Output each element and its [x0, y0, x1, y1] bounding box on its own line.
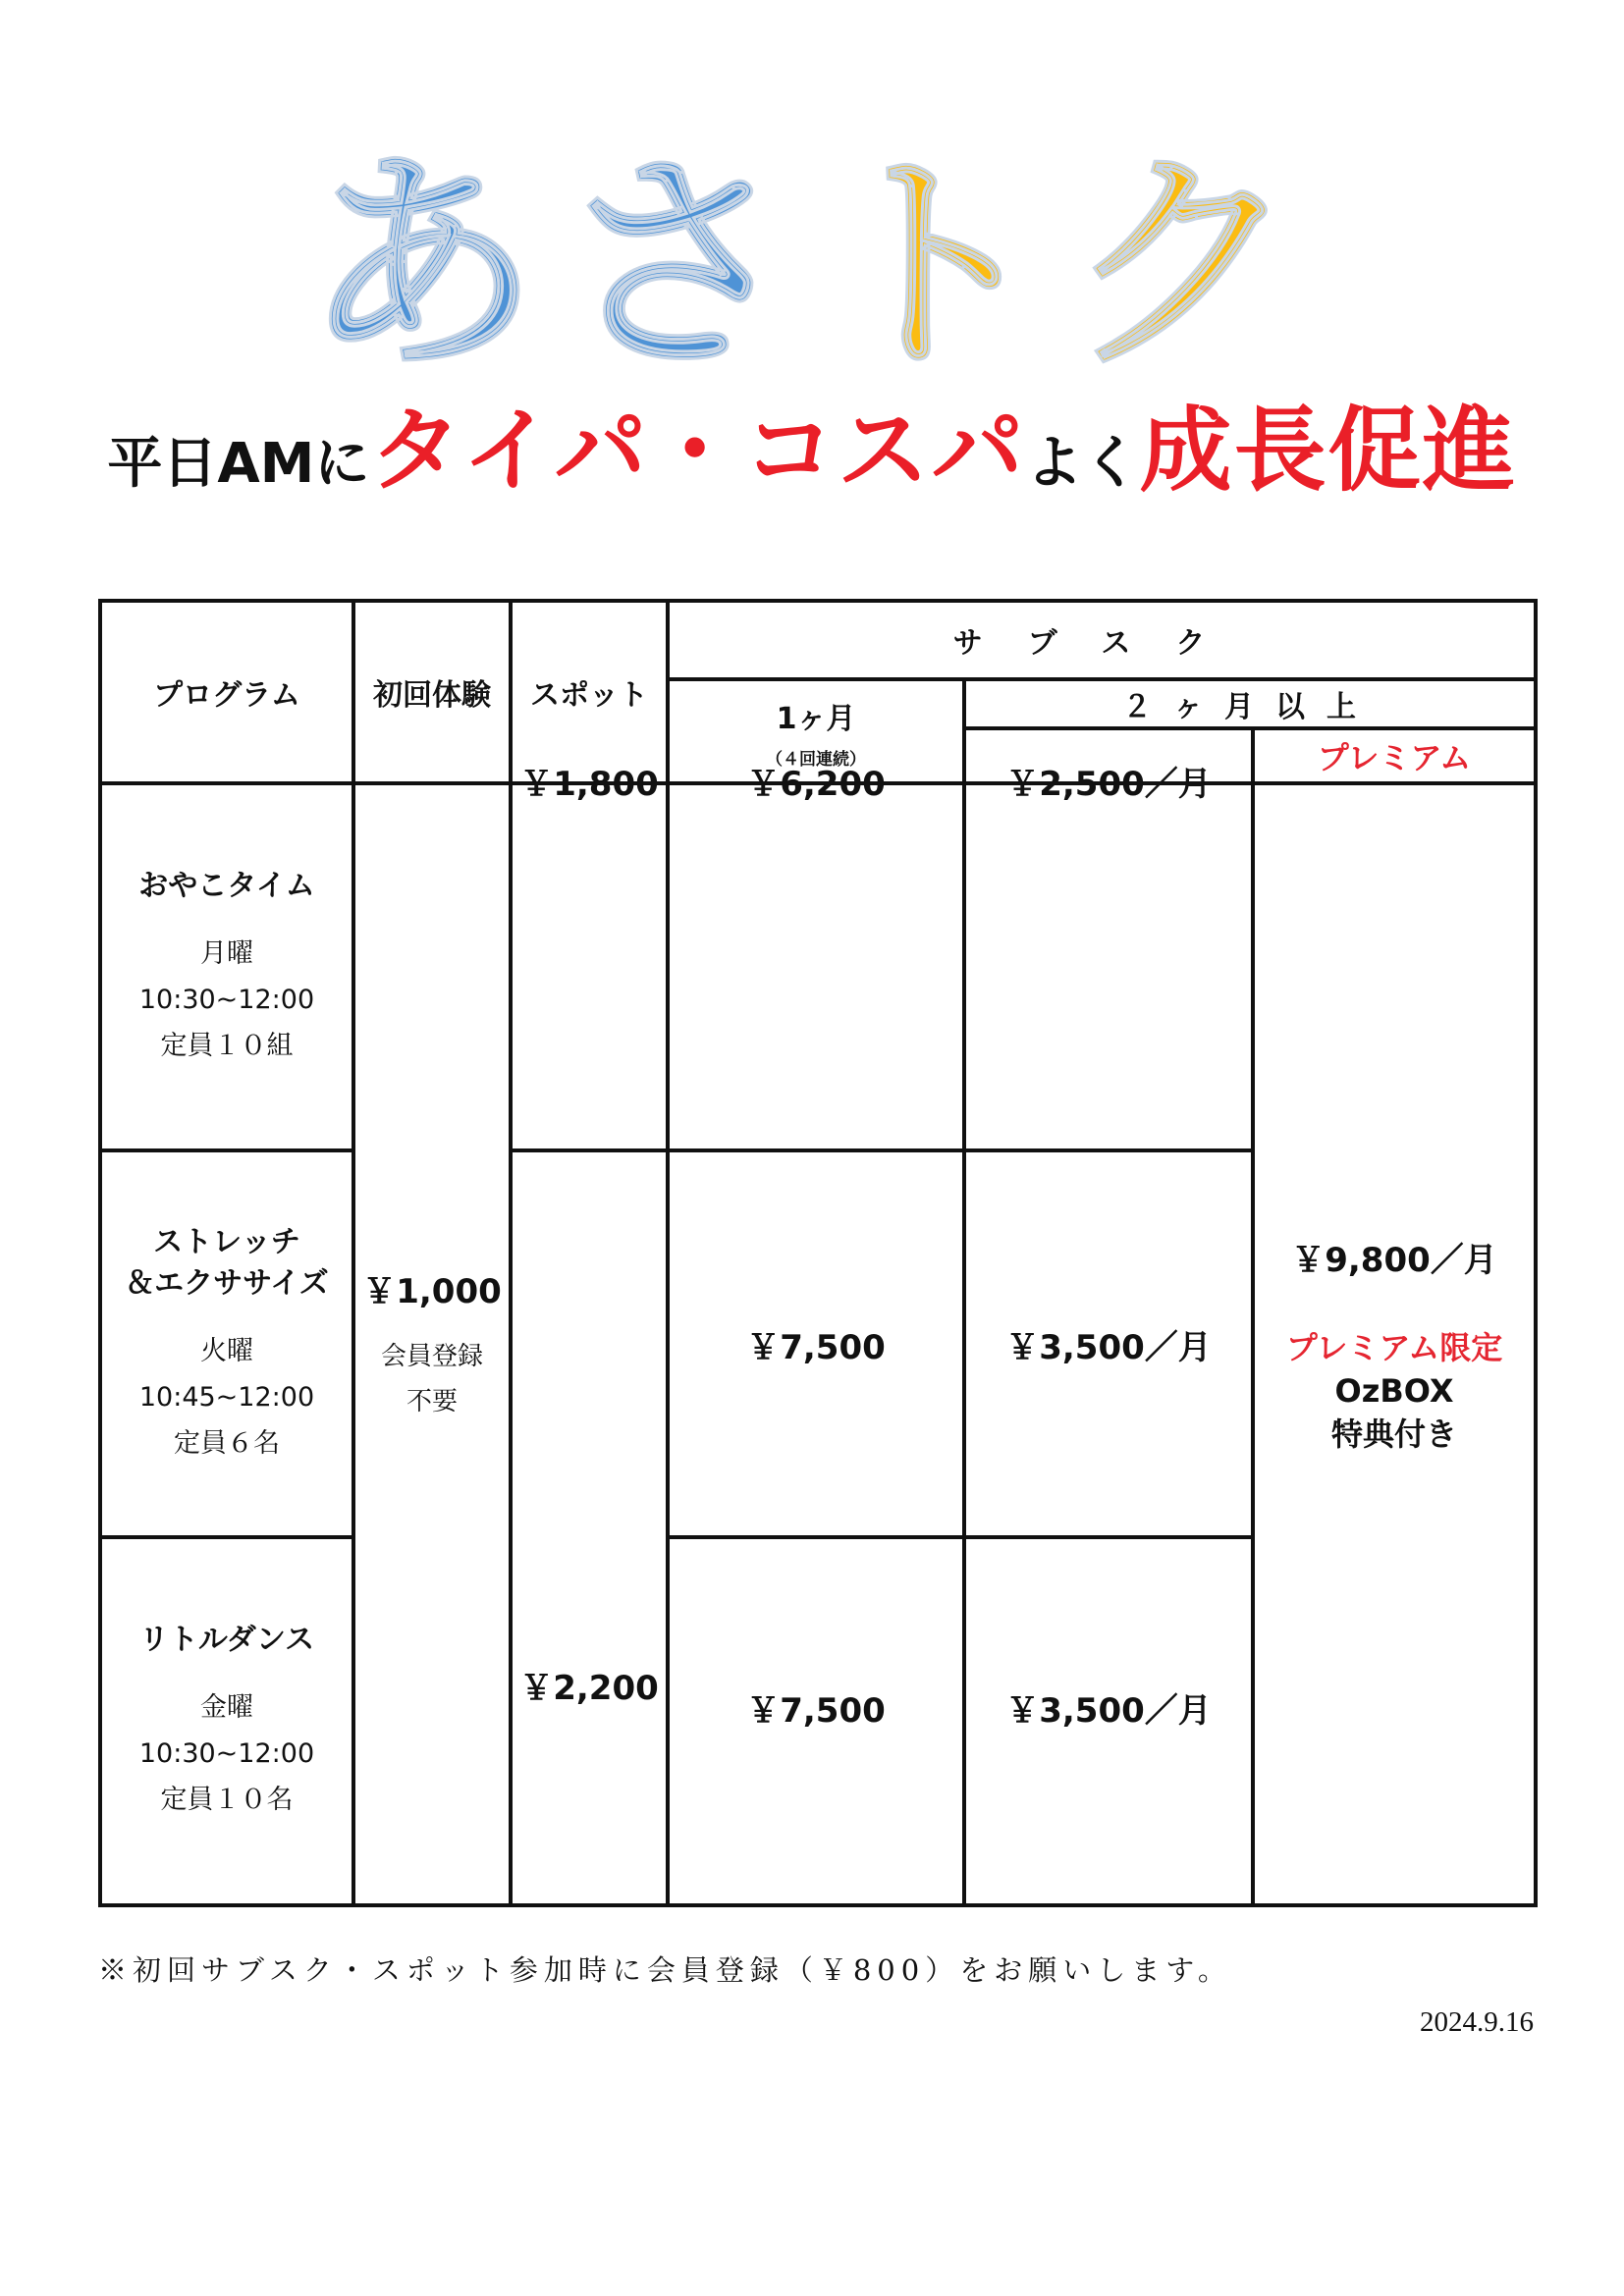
logo-char-sa: さ [559, 128, 815, 402]
program-dance [100, 1537, 353, 1905]
header-trial: 初回体験 [353, 601, 511, 783]
trial-note-line1: 会員登録 [380, 1342, 483, 1371]
one-month-price-oyako [668, 764, 964, 1150]
program-day: 金曜 [200, 1692, 253, 1723]
one-month-price-dance [668, 1537, 964, 1905]
program-name-line2: ＆エクササイズ [125, 1265, 329, 1301]
one-month-price-stretch: ￥7,500 [668, 1150, 964, 1537]
header-one-month-label: 1ヶ月 [776, 701, 856, 736]
footnote: ※初回サブスク・スポット参加時に会員登録（￥800）をお願いします。 [98, 1953, 1232, 1987]
program-info [102, 1328, 352, 1467]
logo-char-to: ト [814, 128, 1065, 402]
spot-price-shared-value: ￥2,200 [519, 1669, 659, 1708]
one-month-price-dance-value: ￥7,500 [746, 1691, 886, 1731]
spot-price-oyako [511, 764, 668, 1150]
program-name-line1: ストレッチ [153, 1224, 300, 1259]
two-months-price-stretch: ￥3,500／月 [964, 1150, 1253, 1537]
headline [0, 398, 1624, 531]
header-two-months-plus: ２ヶ月以上 [964, 679, 1536, 728]
program-info [102, 1684, 352, 1823]
premium-box: OzBOX [1334, 1372, 1454, 1410]
program-name [102, 1222, 352, 1305]
trial-cell [353, 783, 511, 1905]
program-day: 月曜 [200, 937, 253, 969]
premium-limited: プレミアム限定 [1285, 1329, 1503, 1366]
program-capacity: 定員６名 [174, 1427, 280, 1459]
header-program: プログラム [100, 601, 353, 783]
header-premium: プレミアム [1253, 728, 1536, 783]
headline-part4: 成長促進 [1139, 398, 1517, 505]
program-day: 火曜 [200, 1335, 253, 1366]
premium-bonus: 特典付き [1331, 1415, 1458, 1453]
two-months-price-oyako-value: ￥2,500／月 [1005, 764, 1212, 804]
logo-char-ku: ク [1064, 128, 1321, 402]
program-name: リトルダンス [138, 1623, 315, 1657]
header-spot: スポット [511, 601, 668, 783]
premium-price: ￥9,800／月 [1291, 1241, 1497, 1280]
logo-char-a: あ [303, 128, 560, 402]
program-capacity: 定員１０組 [160, 1030, 294, 1061]
header-subscription: サブスク [668, 601, 1536, 679]
headline-part1: 平日AMに [107, 432, 370, 496]
two-months-price-dance-value: ￥3,500／月 [1005, 1691, 1212, 1731]
two-months-price-dance [964, 1537, 1253, 1905]
trial-note-line2: 不要 [406, 1387, 458, 1416]
one-month-price-oyako-value: ￥6,200 [746, 764, 886, 804]
premium-cell [1253, 783, 1536, 1905]
price-table [98, 599, 1538, 1907]
spot-price-oyako-value: ￥1,800 [519, 764, 659, 804]
headline-part2: タイパ・コスパ [369, 398, 1026, 505]
logo-title [0, 128, 1624, 402]
program-info [102, 931, 352, 1069]
program-time: 10:30~12:00 [138, 984, 315, 1015]
trial-price: ￥1,000 [362, 1272, 502, 1311]
two-months-price-oyako [964, 764, 1253, 1150]
issue-date: 2024.9.16 [1420, 2006, 1534, 2038]
spot-price-shared [511, 1150, 668, 1905]
program-time: 10:30~12:00 [138, 1738, 315, 1769]
program-time: 10:45~12:00 [138, 1381, 315, 1413]
header-one-month-note: （４回連続） [766, 749, 866, 770]
headline-part3: よく [1025, 429, 1140, 496]
program-capacity: 定員１０名 [160, 1785, 294, 1815]
program-oyako [100, 783, 353, 1150]
trial-note [355, 1334, 509, 1424]
program-name: おやこタイム [138, 868, 315, 903]
program-stretch [100, 1150, 353, 1537]
